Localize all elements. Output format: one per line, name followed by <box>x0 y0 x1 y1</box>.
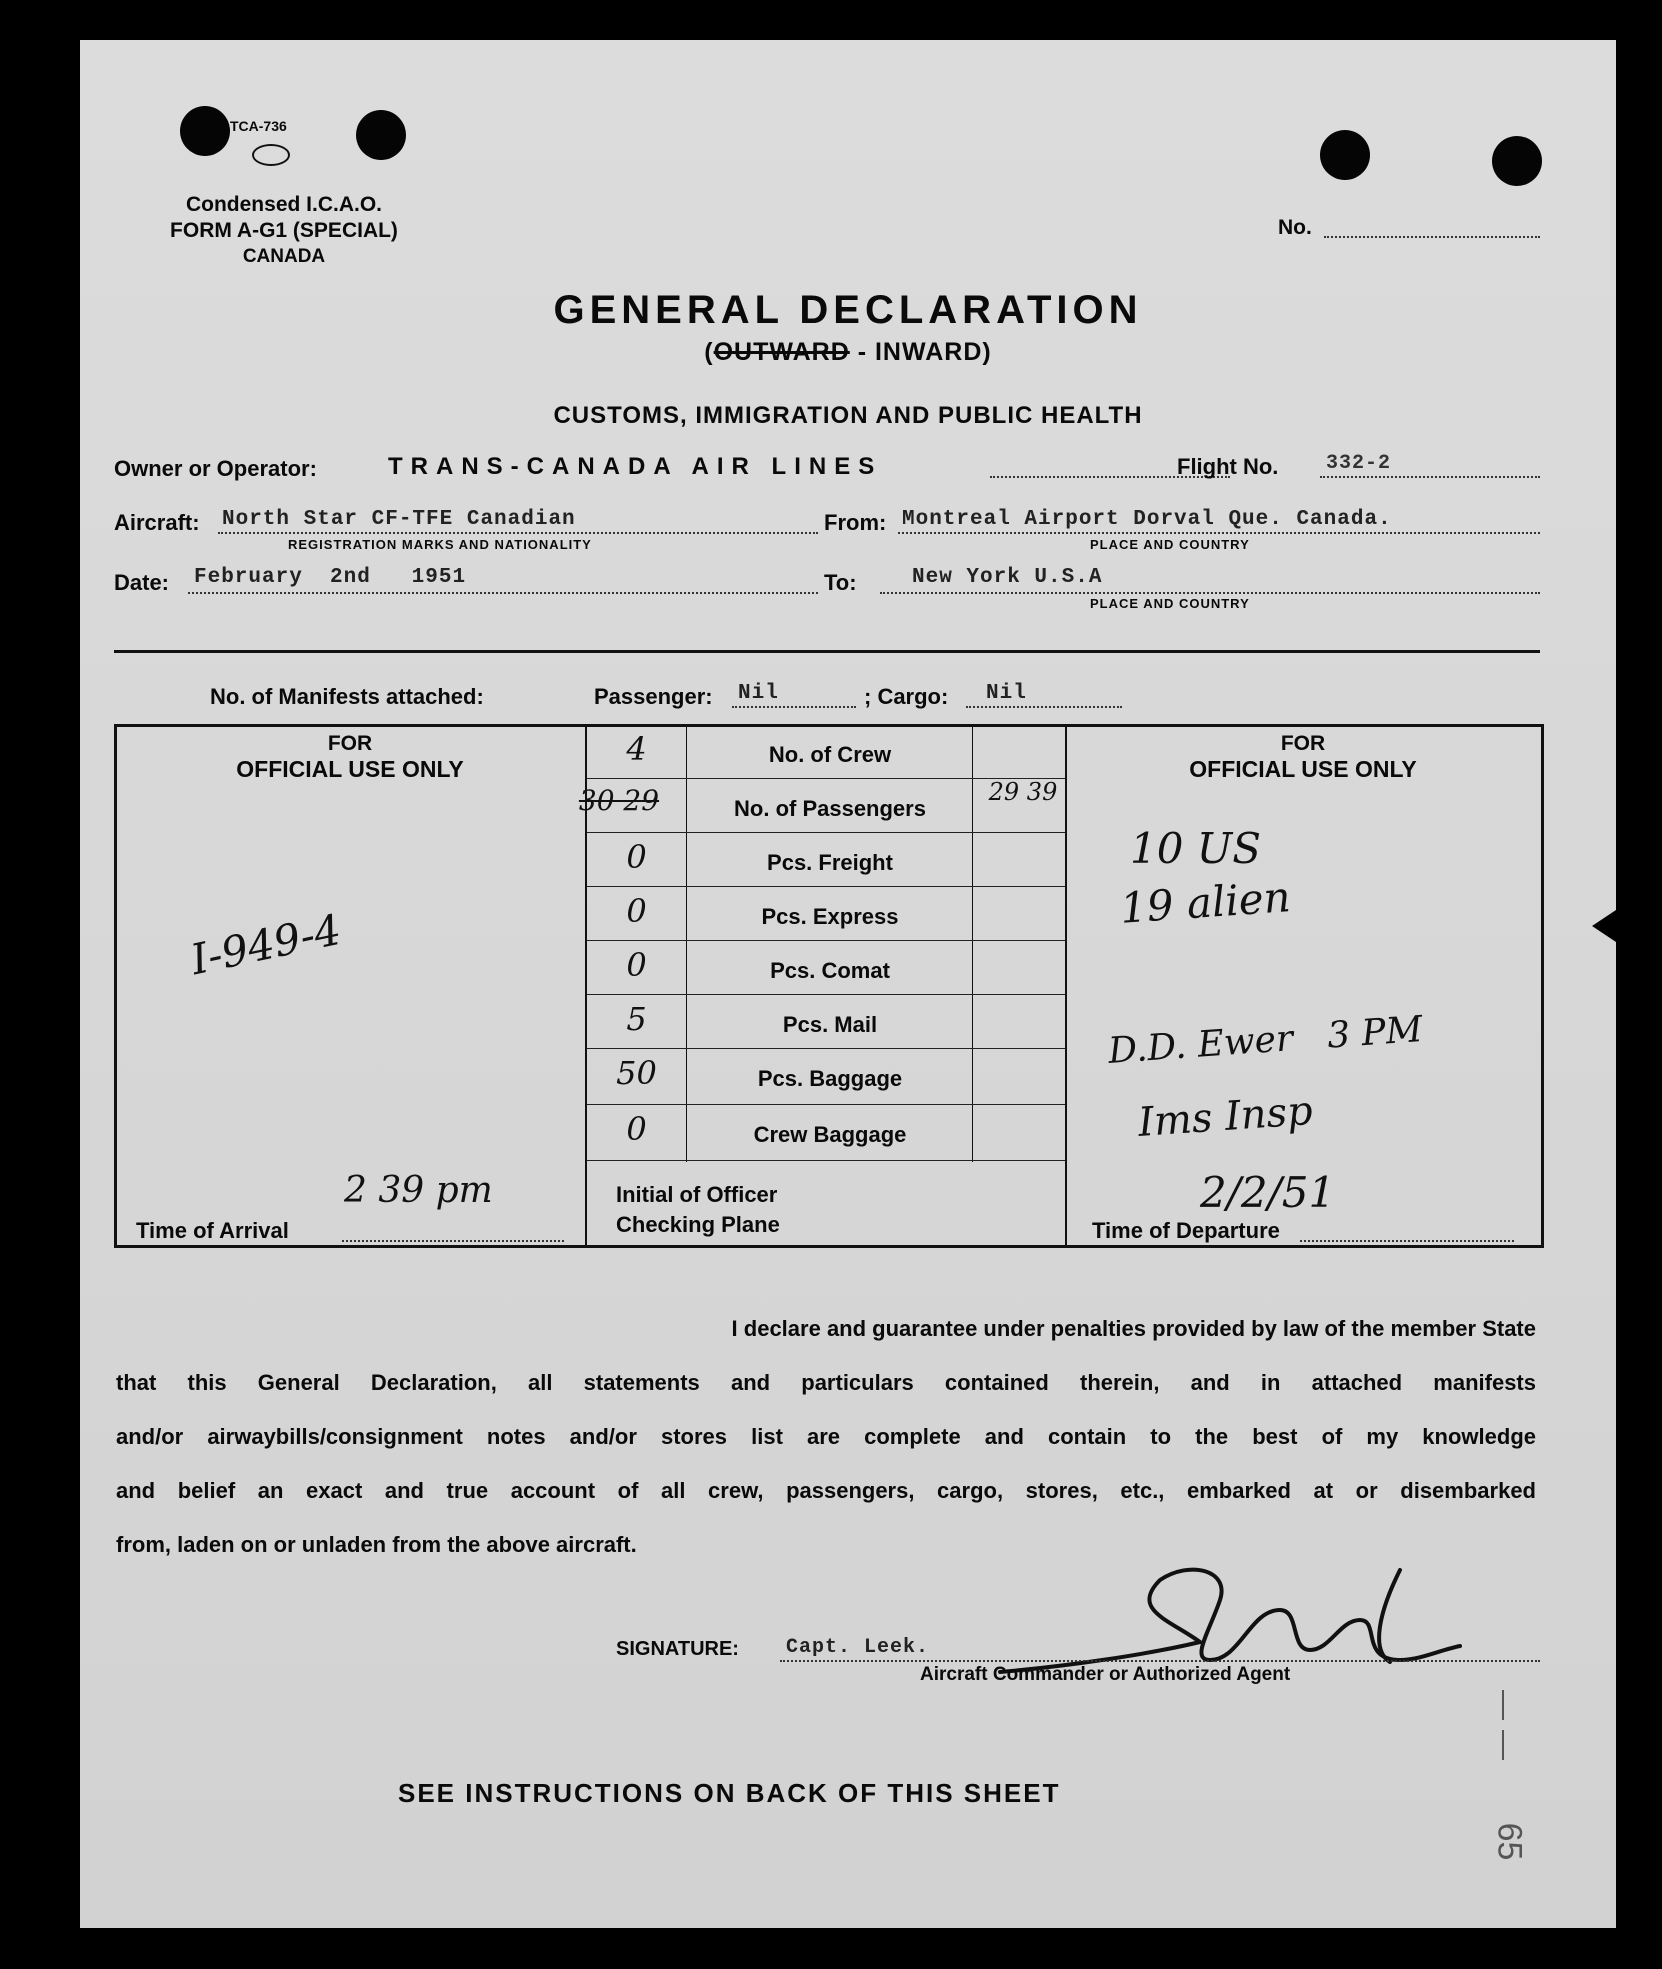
row-value-left: 0 <box>626 892 647 930</box>
row-value-left: 5 <box>626 1000 647 1038</box>
row-label: Pcs. Comat <box>770 958 890 983</box>
row-value-left: 50 <box>616 1054 657 1092</box>
table-row <box>587 1104 1065 1161</box>
left-official-header-2: OFFICIAL USE ONLY <box>236 756 464 782</box>
aircraft-label: Aircraft: <box>114 510 200 535</box>
declaration-line: and/or airwaybills/consignment notes and/or stores list are complete and contain to the best of my knowledge <box>116 1424 1536 1449</box>
page-title: GENERAL DECLARATION <box>553 288 1143 332</box>
row-value-right: 29 39 <box>988 778 1058 806</box>
declaration-line: from, laden on or unladen from the above aircraft. <box>116 1532 637 1557</box>
row-value-left: 30 29 <box>578 784 660 817</box>
to-caption: PLACE AND COUNTRY <box>1090 596 1250 611</box>
officer-label-line-1: Initial of Officer <box>616 1182 778 1207</box>
page-number: 65 <box>1490 1822 1529 1861</box>
departure-label: Time of Departure <box>1092 1218 1280 1243</box>
punch-hole <box>1320 130 1370 180</box>
subtitle: CUSTOMS, IMMIGRATION AND PUBLIC HEALTH <box>553 402 1143 429</box>
punch-hole <box>1492 136 1542 186</box>
arrival-label: Time of Arrival <box>136 1218 289 1243</box>
table-row <box>587 1048 1065 1105</box>
manifests-cargo-value: Nil <box>986 682 1027 705</box>
date-value: February 2nd 1951 <box>194 566 467 589</box>
table-row <box>578 778 1065 833</box>
aircraft-value: North Star CF-TFE Canadian <box>222 508 576 531</box>
signature-value: Capt. Leek. <box>786 1636 930 1659</box>
form-sheet <box>80 40 1616 1928</box>
punch-hole <box>180 106 230 156</box>
officer-label-line-2: Checking Plane <box>616 1212 780 1237</box>
right-official-header-1: FOR <box>1280 732 1326 755</box>
row-label: No. of Crew <box>768 742 892 767</box>
to-label: To: <box>824 570 857 595</box>
table-row <box>587 886 1065 941</box>
left-official-note: I-949-4 <box>186 904 346 985</box>
declaration-line: that this General Declaration, all statements and particulars contained therein, and in attached manifests <box>116 1370 1536 1395</box>
row-value-left: 0 <box>626 946 647 984</box>
open-paren: ( <box>704 338 714 366</box>
row-value-left: 0 <box>626 838 647 876</box>
logo-icon <box>252 144 290 166</box>
table-row <box>587 724 1065 779</box>
flight-line <box>1320 476 1540 478</box>
flight-label: Flight No. <box>1177 454 1279 479</box>
signature-caption: Aircraft Commander or Authorized Agent <box>920 1664 1291 1685</box>
to-value: New York U.S.A <box>912 566 1103 589</box>
margin-mark <box>1502 1690 1504 1720</box>
manifests-cargo-label: ; Cargo: <box>864 684 949 709</box>
manifests-passenger-line <box>732 706 856 708</box>
direction-line <box>80 338 1616 367</box>
table-row <box>587 940 1065 995</box>
header-divider <box>114 650 1540 653</box>
edge-notch <box>1592 910 1616 942</box>
arrival-value: 2 39 pm <box>344 1170 493 1211</box>
no-line <box>1324 236 1540 238</box>
official-note: D.D. Ewer 3 PM <box>1106 1009 1424 1072</box>
to-line <box>880 592 1540 594</box>
table-row <box>587 994 1065 1049</box>
from-caption: PLACE AND COUNTRY <box>1090 537 1250 552</box>
manifests-cargo-line <box>966 706 1122 708</box>
manifests-label: No. of Manifests attached: <box>210 684 484 709</box>
aircraft-caption: REGISTRATION MARKS AND NATIONALITY <box>288 537 592 552</box>
arrival-line <box>342 1240 564 1242</box>
declaration-text <box>116 1302 1536 1572</box>
manifests-passenger-value: Nil <box>738 682 779 705</box>
signature-label: SIGNATURE: <box>616 1638 739 1660</box>
punch-hole <box>356 110 406 160</box>
signature-line <box>780 1660 1540 1662</box>
right-official-header-2: OFFICIAL USE ONLY <box>1189 756 1417 782</box>
officer-initial-label <box>616 1180 780 1240</box>
row-value-left: 4 <box>626 730 647 768</box>
from-value: Montreal Airport Dorval Que. Canada. <box>902 508 1392 531</box>
left-official-header-1: FOR <box>327 732 373 755</box>
date-line <box>188 592 818 594</box>
footer-instructions: SEE INSTRUCTIONS ON BACK OF THIS SHEET <box>398 1778 1061 1808</box>
official-note: 2/2/51 <box>1200 1168 1336 1217</box>
declaration-line: I declare and guarantee under penalties provided by law of the member State <box>731 1316 1536 1341</box>
official-note: Ims Insp <box>1136 1087 1315 1147</box>
row-label: Pcs. Freight <box>767 850 893 875</box>
aircraft-line <box>218 532 818 534</box>
owner-value: TRANS-CANADA AIR LINES <box>388 453 883 480</box>
form-line-1: Condensed I.C.A.O. <box>185 193 382 216</box>
outward-struck: OUTWARD <box>713 338 850 366</box>
no-label: No. <box>1278 216 1312 239</box>
row-label: Pcs. Baggage <box>757 1066 903 1091</box>
date-label: Date: <box>114 570 170 595</box>
departure-line <box>1300 1240 1514 1242</box>
table-row <box>587 832 1065 887</box>
owner-label: Owner or Operator: <box>114 456 317 481</box>
table-rows <box>578 724 1065 1160</box>
row-value-left: 0 <box>626 1110 647 1148</box>
from-line <box>898 532 1540 534</box>
declaration-line: and belief an exact and true account of all crew, passengers, cargo, stores, etc., embarked at or disembarked <box>116 1478 1536 1503</box>
form-line-2: FORM A-G1 (SPECIAL) <box>170 219 398 242</box>
row-label: Crew Baggage <box>753 1122 907 1147</box>
inward-label: - INWARD) <box>857 338 992 366</box>
row-label: Pcs. Mail <box>782 1012 878 1037</box>
row-label: No. of Passengers <box>734 796 926 821</box>
row-label: Pcs. Express <box>761 904 899 929</box>
margin-mark <box>1502 1730 1504 1760</box>
manifests-passenger-label: Passenger: <box>594 684 713 709</box>
official-note: 10 US <box>1130 824 1261 873</box>
official-note: 19 alien <box>1118 872 1293 933</box>
form-line-3: CANADA <box>242 246 326 267</box>
flight-value: 332-2 <box>1326 452 1392 475</box>
form-code: TCA-736 <box>230 118 287 134</box>
from-label: From: <box>824 510 887 535</box>
form-identification <box>144 192 424 270</box>
